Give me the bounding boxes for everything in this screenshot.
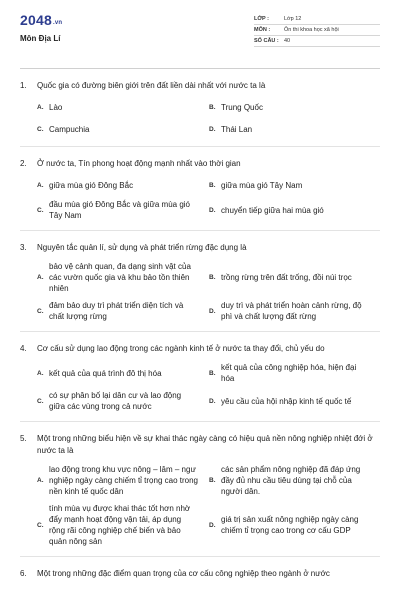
option-text: Thái Lan [221,124,253,134]
option-text: tính mùa vụ được khai thác tốt hơn nhờ đẩy mạnh hoạt động vận tải, áp dụng rộng rãi công nghiệp chế biến và bảo quản nông sản [49,504,191,546]
option-letter: C. [37,397,44,405]
option-text: giá trị sản xuất nông nghiệp ngày càng chiếm tỉ trọng cao trong cơ cấu GDP [221,515,359,535]
option-text: chuyển tiếp giữa hai mùa gió [221,205,324,215]
answer-option-b[interactable] [209,359,381,387]
option-text: các sản phẩm nông nghiệp đã đáp ứng đầy đủ nhu cầu tiêu dùng tại chỗ của người dân. [221,465,361,496]
question-text [20,242,380,254]
option-text: Trung Quốc [221,102,263,112]
question-number: 2. [20,159,27,168]
option-text: giữa mùa gió Đông Bắc [49,180,134,190]
answer-options [37,461,380,550]
answer-option-c[interactable] [37,118,209,140]
option-text: kết quả của công nghiệp hóa, hiện đại hóa [221,363,357,383]
option-letter: C. [37,125,44,133]
answer-option-a[interactable] [37,174,209,196]
option-letter: B. [209,274,216,281]
option-letter: A. [37,477,44,484]
answer-option-a[interactable] [37,258,209,297]
answer-option-d[interactable] [209,196,381,224]
question-body: Cơ cấu sử dụng lao động trong các ngành kinh tế ở nước ta thay đổi, chủ yếu do [37,344,325,353]
answer-option-b[interactable] [209,461,381,500]
question-body: Một trong những biểu hiện về sự khai thác ngày càng có hiệu quả nền nông nghiệp nhiệt đới ở nước ta là [37,434,373,455]
option-letter: B. [209,477,216,484]
question-body: Một trong những đặc điểm quan trọng của cơ cấu công nghiệp theo ngành ở nước [37,569,330,578]
option-text: lao động trong khu vực nông – lâm – ngư nghiệp ngày càng chiếm tỉ trọng cao trong nền kinh tế quốc dân [49,465,198,496]
option-letter: D. [209,397,216,405]
question-body: Quốc gia có đường biên giới trên đất liền dài nhất với nước ta là [37,81,266,90]
question [20,332,380,422]
meta-value: Lớp 12 [284,16,302,22]
question [20,422,380,557]
answer-option-d[interactable] [209,387,381,415]
question-body: Ở nước ta, Tín phong hoạt động mạnh nhất vào thời gian [37,159,241,168]
question-text [20,158,380,170]
answer-option-c[interactable] [37,297,209,325]
meta-key: MÔN : [254,27,271,33]
question-number: 4. [20,344,27,353]
option-letter: D. [209,125,216,133]
question [20,231,380,332]
answer-option-a[interactable] [37,359,209,387]
answer-option-d[interactable] [209,297,381,325]
question-number: 1. [20,81,27,90]
question-number: 3. [20,243,27,252]
question [20,147,380,231]
answer-option-c[interactable] [37,500,209,550]
option-text: bảo vệ cảnh quan, đa dạng sinh vật của các vườn quốc gia và khu bảo tồn thiên nhiên [49,262,191,293]
answer-options [37,359,380,415]
question-text [20,433,380,457]
option-letter: A. [37,274,44,281]
answer-option-a[interactable] [37,96,209,118]
option-text: giữa mùa gió Tây Nam [221,180,303,190]
answer-option-a[interactable] [37,461,209,500]
question-number: 6. [20,569,27,578]
question-number: 5. [20,434,27,443]
logo-sub: .vn [52,20,63,26]
answer-option-d[interactable] [209,500,381,550]
meta-subject [254,25,380,36]
option-letter: D. [209,307,216,315]
option-letter: A. [37,103,44,111]
option-letter: C. [37,521,44,529]
answer-option-d[interactable] [209,118,381,140]
meta-count [254,36,380,47]
question [20,557,380,580]
option-text: duy trì và phát triển hoàn cảnh rừng, độ phì và chất lượng đất rừng [221,301,362,321]
answer-option-b[interactable] [209,174,381,196]
option-letter: B. [209,103,216,111]
option-letter: D. [209,521,216,529]
option-letter: B. [209,181,216,189]
subject-title: Môn Địa Lí [20,34,61,43]
logo-main: 2048 [20,12,52,28]
option-text: đầu mùa gió Đông Bắc và giữa mùa gió Tây Nam [49,200,190,220]
answer-options [37,96,380,140]
meta-key: SỐ CÂU : [254,38,279,44]
option-letter: C. [37,307,44,315]
answer-option-c[interactable] [37,196,209,224]
option-letter: D. [209,206,216,214]
meta-key: LỚP : [254,16,269,22]
option-text: Campuchia [49,124,90,134]
option-letter: B. [209,369,216,377]
question-text [20,343,380,355]
question-list [0,69,400,580]
question [20,69,380,147]
meta-value: 40 [284,38,291,44]
answer-option-c[interactable] [37,387,209,415]
answer-options [37,174,380,224]
option-text: trồng rừng trên đất trống, đồi núi trọc [221,273,352,282]
answer-options [37,258,380,325]
question-text [20,568,380,580]
option-text: có sự phân bố lại dân cư và lao động giữa các vùng trong cả nước [49,391,182,411]
option-text: yêu cầu của hội nhập kinh tế quốc tế [221,396,352,406]
option-text: Lào [49,102,63,112]
option-letter: A. [37,181,44,189]
question-text [20,80,380,92]
meta-value: Ôn thi khoa học xã hội [284,27,339,33]
meta-class [254,14,380,25]
page-header [0,0,400,68]
option-text: đảm bảo duy trì phát triển diện tích và chất lượng rừng [49,301,184,321]
option-letter: A. [37,369,44,377]
answer-option-b[interactable] [209,258,381,297]
option-letter: C. [37,206,44,214]
option-text: kết quả của quá trình đô thị hóa [49,368,162,378]
answer-option-b[interactable] [209,96,381,118]
question-body: Nguyên tắc quản lí, sử dụng và phát triển rừng đặc dụng là [37,243,247,252]
exam-meta [254,14,380,47]
